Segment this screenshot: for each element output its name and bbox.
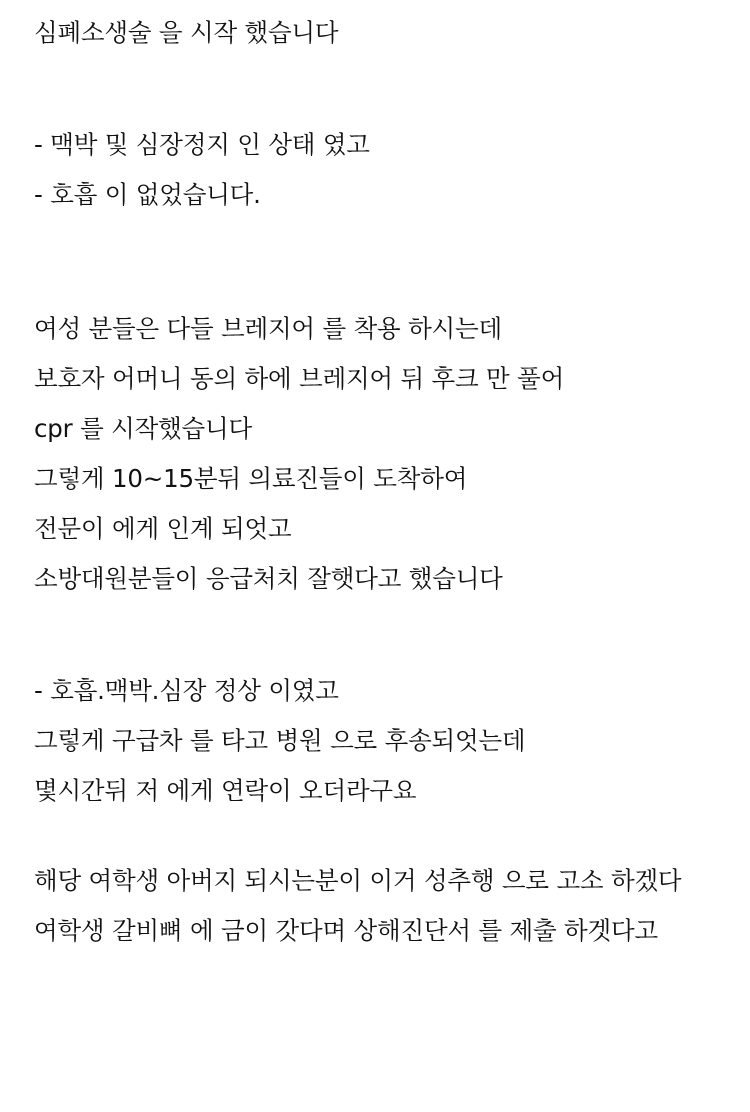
text-line: - 호흡 이 없었습니다. xyxy=(34,180,261,209)
text-line: 보호자 어머니 동의 하에 브레지어 뒤 후크 만 풀어 xyxy=(34,364,565,393)
block-spacer xyxy=(34,220,716,304)
text-line: 해당 여학생 아버지 되시는분이 이거 성추행 으로 고소 하겠다 xyxy=(34,866,682,895)
text-block-2 xyxy=(34,120,716,220)
text-line: 여학생 갈비뼈 에 금이 갓다며 상해진단서 를 제출 하겟다고 xyxy=(34,916,658,945)
text-block-1 xyxy=(34,8,716,58)
text-line: 여성 분들은 다들 브레지어 를 착용 하시는데 xyxy=(34,314,502,343)
text-line: 소방대원분들이 응급처치 잘햇다고 했습니다 xyxy=(34,564,503,593)
text-line: 전문이 에게 인계 되엇고 xyxy=(34,514,292,543)
text-line: 몇시간뒤 저 에게 연락이 오더라구요 xyxy=(34,776,417,805)
text-line: 그렇게 구급차 를 타고 병원 으로 후송되엇는데 xyxy=(34,726,526,755)
text-block-5 xyxy=(34,856,716,956)
text-line: 그렇게 10~15분뒤 의료진들이 도착하여 xyxy=(34,464,468,493)
text-line: - 호흡.맥박.심장 정상 이였고 xyxy=(34,676,339,705)
block-spacer xyxy=(34,604,716,666)
text-line: - 맥박 및 심장정지 인 상태 였고 xyxy=(34,130,370,159)
text-line: 심폐소생술 을 시작 했습니다 xyxy=(34,18,339,47)
text-block-3 xyxy=(34,304,716,604)
block-spacer xyxy=(34,816,716,856)
text-line: cpr 를 시작했습니다 xyxy=(34,414,252,443)
text-block-4 xyxy=(34,666,716,816)
block-spacer xyxy=(34,58,716,120)
